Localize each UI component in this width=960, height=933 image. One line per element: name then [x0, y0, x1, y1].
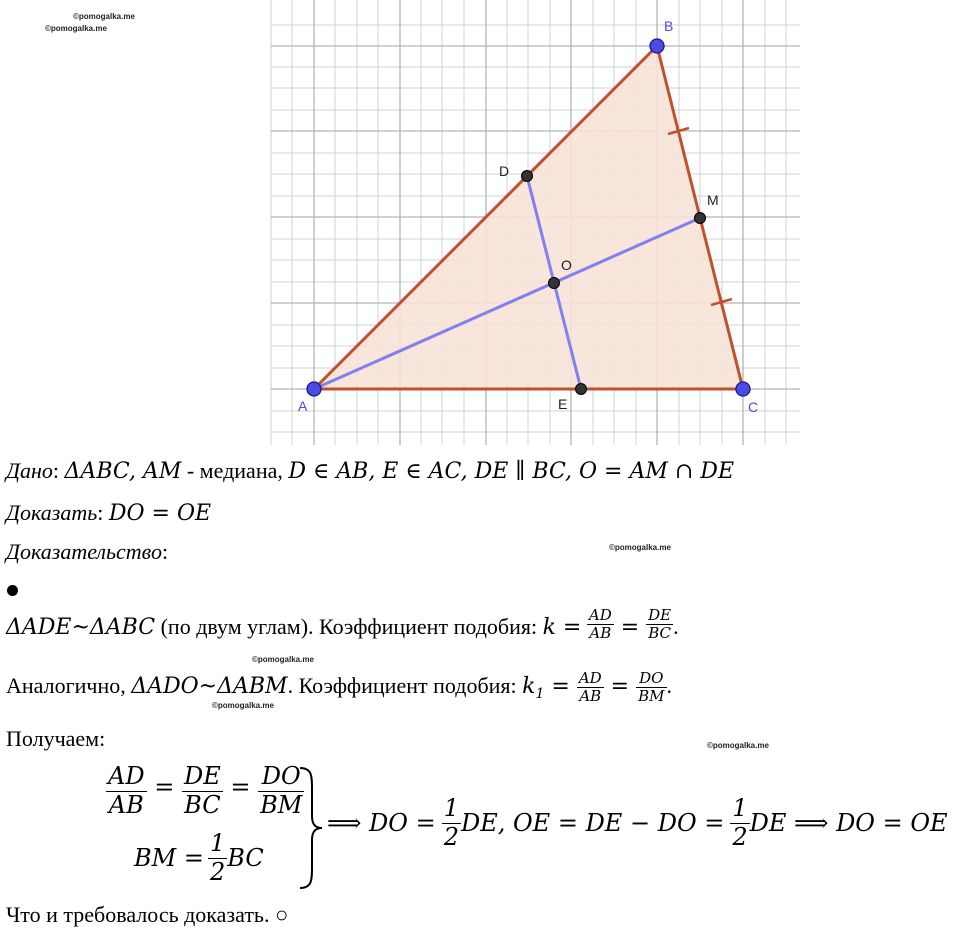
fraction: $\frac{AD}{AB}$ — [578, 669, 602, 706]
proof-line-1: ΔADE~ΔABC (по двум углам). Коэффициент подобия: k = $\frac{AD}{AB}$ = $\frac{DE}{BC}$ . — [6, 606, 679, 643]
prove-statement: DO = OE — [108, 501, 212, 526]
proof-line-2: Аналогично, ΔADO~ΔABM. Коэффициент подобия: $k_1$ = $\frac{AD}{AB}$ = $\frac{DO}{BM}$ . — [6, 669, 672, 706]
get-label: Получаем: — [6, 726, 106, 751]
watermark: ©pomogalka.me — [73, 12, 135, 21]
watermark: ©pomogalka.me — [609, 543, 671, 552]
watermark: ©pomogalka.me — [45, 24, 107, 33]
point-a — [307, 382, 321, 396]
proof-label: Доказательство — [6, 539, 162, 564]
bullet — [7, 585, 18, 596]
proof-heading: Доказательство: — [6, 539, 169, 564]
given-mid: - медиана, — [181, 458, 289, 483]
label-a: A — [298, 398, 308, 414]
fraction: $\frac{DE}{BC}$ — [648, 606, 672, 643]
label-d: D — [499, 163, 510, 179]
fraction: $\frac{1}{2}$ — [443, 794, 459, 851]
system-row-1: $\frac{AD}{AB}$ = $\frac{DE}{BC}$ = $\frac{DO}{BM}$ — [108, 762, 303, 819]
fraction: $\frac{1}{2}$ — [209, 829, 226, 886]
fraction: $\frac{DO}{BM}$ — [638, 669, 665, 706]
fraction: $\frac{1}{2}$ — [732, 794, 748, 851]
given-line: Дано: ΔABC, AM - медиана, D ∈ AB, E ∈ AC, DE ∥ BC, O = AM ∩ DE — [6, 458, 735, 484]
end-line: Что и требовалось доказать. ○ — [6, 902, 289, 927]
conclusion-line: ⟹ DO = $\frac{1}{2}$ DE, OE = DE − DO = $\frac{1}{2}$ DE ⟹ DO = OE — [327, 794, 948, 851]
point-b — [650, 39, 664, 53]
label-o: O — [561, 257, 572, 273]
watermark: ©pomogalka.me — [707, 741, 769, 750]
label-m: M — [707, 192, 719, 208]
fraction: $\frac{DE}{BC}$ — [183, 762, 221, 819]
label-e: E — [558, 396, 568, 412]
point-o — [549, 278, 560, 289]
label-c: C — [748, 399, 759, 415]
fraction: $\frac{AD}{AB}$ — [588, 606, 612, 643]
given-part1: ΔABC, AM — [64, 459, 182, 484]
right-brace — [298, 766, 324, 890]
prove-line: Доказать: DO = OE — [6, 500, 212, 526]
given-part2: D ∈ AB, E ∈ AC, DE ∥ BC, O = AM ∩ DE — [288, 459, 735, 484]
given-label: Дано — [6, 458, 53, 483]
fraction: $\frac{DO}{BM}$ — [260, 762, 303, 819]
point-m — [695, 213, 706, 224]
system-row-2: BM = $\frac{1}{2}$ BC — [134, 829, 264, 886]
watermark: ©pomogalka.me — [252, 655, 314, 664]
point-e — [576, 384, 587, 395]
label-b: B — [664, 18, 674, 34]
point-c — [736, 382, 750, 396]
prove-label: Доказать — [6, 500, 98, 525]
point-d — [522, 171, 533, 182]
watermark: ©pomogalka.me — [212, 701, 274, 710]
fraction: $\frac{AD}{AB}$ — [108, 762, 145, 819]
triangle-figure — [0, 0, 960, 455]
